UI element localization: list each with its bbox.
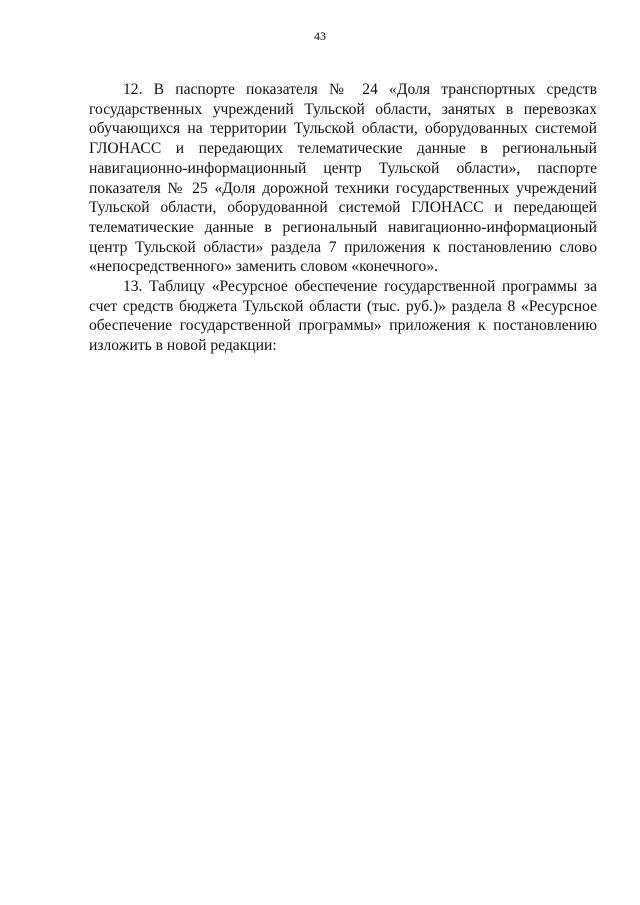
document-body (89, 80, 597, 356)
page-number: 43 (314, 29, 326, 43)
paragraph-13: 13. Таблицу «Ресурсное обеспечение государственной программы за счет средств бюджета Тульской области (тыс. руб.)» раздела 8 «Ресурсное обеспечение государственной программы» приложения к постановлению изложить в новой редакции: (89, 278, 597, 355)
paragraph-12: 12. В паспорте показателя № 24 «Доля транспортных средств государственных учреждений Тульской области, занятых в перевозках обучающихся на территории Тульской области, оборудованных системой ГЛОНАСС и передающих телематические данные в региональный навигационно-информационный центр Тульской области», паспорте показателя № 25 «Доля дорожной техники государственных учреждений Тульской области, оборудованной системой ГЛОНАСС и передающей телематические данные в региональный навигационно-информационый центр Тульской области» раздела 7 приложения к постановлению слово «непосредственного» заменить словом «конечного». (89, 81, 597, 276)
